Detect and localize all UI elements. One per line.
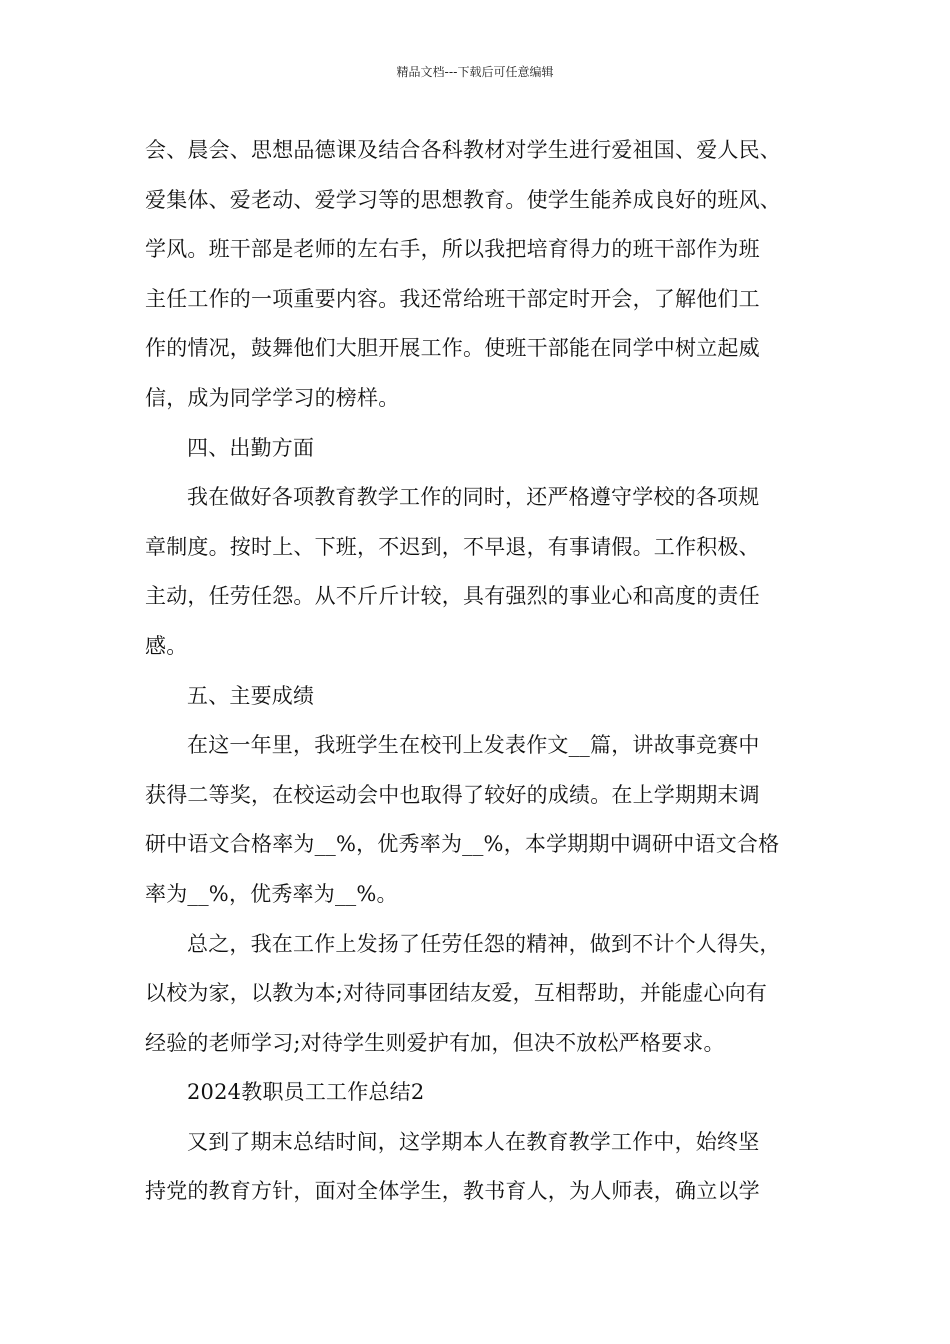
text-line: 获得二等奖，在校运动会中也取得了较好的成绩。在上学期期末调 [145, 782, 760, 807]
text-line: 会、晨会、思想品德课及结合各科教材对学生进行爱祖国、爱人民、 [145, 138, 781, 162]
text-line: 以校为家，以教为本;对待同事团结友爱，互相帮助，并能虚心向有 [145, 981, 768, 1006]
text-line: 主动，任劳任怨。从不斤斤计较，具有强烈的事业心和高度的责任 [145, 584, 760, 609]
text-line: 总之，我在工作上发扬了任劳任怨的精神，做到不计个人得失， [187, 931, 781, 956]
text-line: 爱集体、爱老动、爱学习等的思想教育。使学生能养成良好的班风、 [145, 187, 781, 212]
text-line: 五、主要成绩 [187, 683, 315, 708]
text-line: 经验的老师学习;对待学生则爱护有加，但决不放松严格要求。 [145, 1030, 725, 1055]
text-line: 信，成为同学学习的榜样。 [145, 385, 400, 410]
text-line: 在这一年里，我班学生在校刊上发表作文__篇，讲故事竞赛中 [187, 733, 760, 758]
text-line: 四、出勤方面 [187, 435, 315, 460]
text-line: 学风。班干部是老师的左右手，所以我把培育得力的班干部作为班 [145, 237, 760, 262]
text-line: 研中语文合格率为__%，优秀率为__%，本学期期中调研中语文合格 [145, 832, 780, 857]
page-header: 精品文档---下载后可任意编辑 [396, 65, 554, 79]
text-line: 感。 [145, 633, 188, 658]
text-line: 章制度。按时上、下班，不迟到，不早退，有事请假。工作积极、 [145, 534, 760, 559]
text-line: 2024教职员工工作总结2 [187, 1080, 425, 1105]
text-line: 持党的教育方针，面对全体学生，教书育人，为人师表，确立以学 [145, 1179, 760, 1204]
text-line: 又到了期末总结时间，这学期本人在教育教学工作中，始终坚 [187, 1129, 760, 1154]
body-text [145, 126, 835, 1217]
text-line: 率为__%，优秀率为__%。 [145, 881, 398, 906]
text-line: 我在做好各项教育教学工作的同时，还严格遵守学校的各项规 [187, 485, 760, 510]
text-line: 主任工作的一项重要内容。我还常给班干部定时开会，了解他们工 [145, 286, 760, 311]
text-line: 作的情况，鼓舞他们大胆开展工作。使班干部能在同学中树立起威 [145, 336, 760, 361]
